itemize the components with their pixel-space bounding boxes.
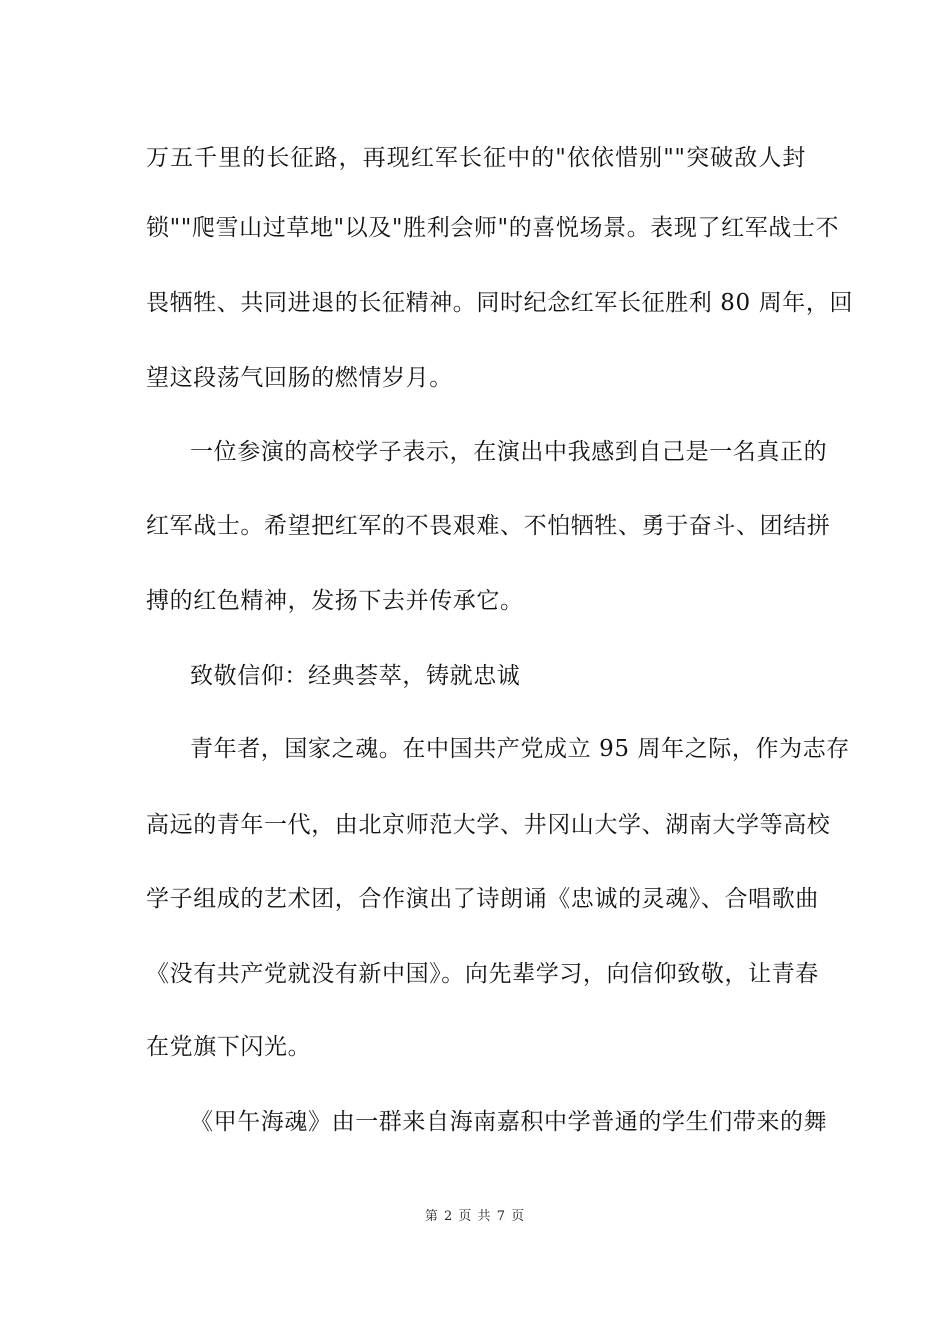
text-line: 《甲午海魂》由一群来自海南嘉积中学普通的学生们带来的舞 — [190, 1109, 828, 1135]
text-line: 一位参演的高校学子表示，在演出中我感到自己是一名真正的 — [190, 439, 828, 465]
page-number: 第 2 页 共 7 页 — [424, 1209, 526, 1224]
text-line: 《没有共产党就没有新中国》。向先辈学习，向信仰致敬，让青春 — [146, 961, 819, 987]
text-line: 青年者，国家之魂。在中国共产党成立 95 周年之际，作为志存 — [190, 736, 850, 762]
text-line: 高远的青年一代，由北京师范大学、井冈山大学、湖南大学等高校 — [146, 812, 831, 838]
text-line: 望这段荡气回肠的燃情岁月。 — [146, 365, 453, 391]
text-line: 红军战士。希望把红军的不畏艰难、不怕牺牲、勇于奋斗、团结拼 — [146, 513, 831, 539]
text-line: 畏牺牲、共同进退的长征精神。同时纪念红军长征胜利 80 周年，回 — [146, 290, 854, 316]
text-line: 万五千里的长征路，再现红军长征中的"依依惜别""突破敌人封 — [146, 145, 806, 171]
section-heading: 致敬信仰：经典荟萃，铸就忠诚 — [190, 663, 521, 689]
text-line: 锁""爬雪山过草地"以及"胜利会师"的喜悦场景。表现了红军战士不 — [146, 215, 840, 241]
text-line: 搏的红色精神，发扬下去并传承它。 — [146, 588, 524, 614]
text-line: 学子组成的艺术团，合作演出了诗朗诵《忠诚的灵魂》、合唱歌曲 — [146, 886, 819, 912]
text-line: 在党旗下闪光。 — [146, 1034, 312, 1060]
